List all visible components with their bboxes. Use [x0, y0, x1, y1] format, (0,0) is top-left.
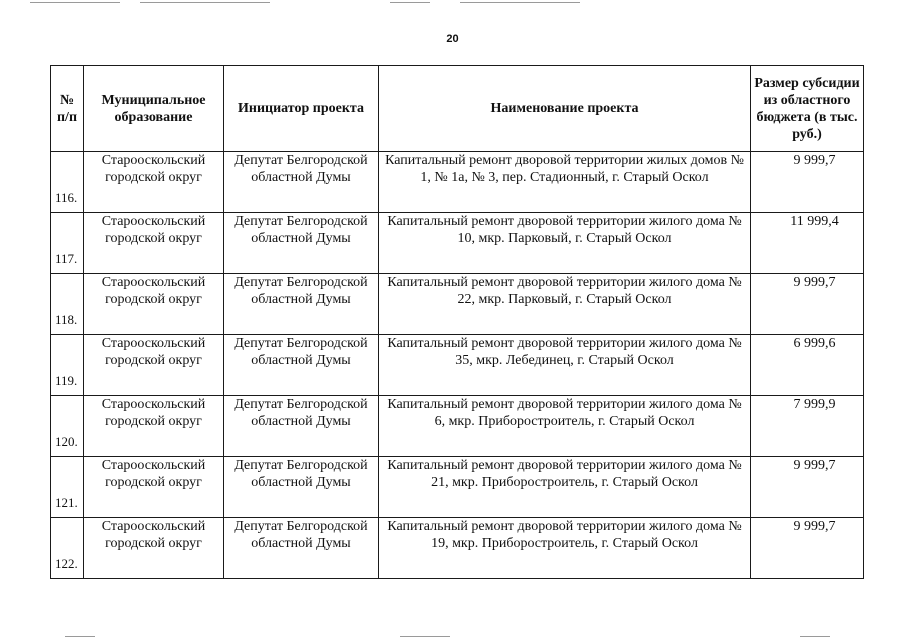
header-project: Наименование проекта: [379, 66, 751, 152]
scan-artifact-top: [140, 2, 270, 3]
table-row: [51, 457, 864, 518]
subsidy-cell: 9 999,7: [751, 518, 864, 579]
header-num: № п/п: [51, 66, 84, 152]
subsidy-cell: 11 999,4: [751, 213, 864, 274]
project-cell: Капитальный ремонт дворовой территории жилого дома № 35, мкр. Лебединец, г. Старый Оскол: [379, 335, 751, 396]
scan-artifact-bottom: [65, 636, 95, 637]
table-row: [51, 213, 864, 274]
row-number: 116.: [51, 152, 84, 213]
row-number: 121.: [51, 457, 84, 518]
municipality-cell: Старооскольский городской округ: [84, 518, 224, 579]
header-municipality: Муниципальное образование: [84, 66, 224, 152]
municipality-cell: Старооскольский городской округ: [84, 335, 224, 396]
row-number: 119.: [51, 335, 84, 396]
subsidy-cell: 9 999,7: [751, 457, 864, 518]
table-header-row: [51, 66, 864, 152]
scan-artifact-bottom: [800, 636, 830, 637]
page-number: 20: [446, 33, 459, 45]
table-row: [51, 152, 864, 213]
row-number: 118.: [51, 274, 84, 335]
header-initiator: Инициатор проекта: [224, 66, 379, 152]
table-row: [51, 335, 864, 396]
row-number: 117.: [51, 213, 84, 274]
project-cell: Капитальный ремонт дворовой территории жилого дома № 22, мкр. Парковый, г. Старый Оскол: [379, 274, 751, 335]
initiator-cell: Депутат Белгородской областной Думы: [224, 396, 379, 457]
municipality-cell: Старооскольский городской округ: [84, 213, 224, 274]
project-cell: Капитальный ремонт дворовой территории жилого дома № 19, мкр. Приборостроитель, г. Старый Оскол: [379, 518, 751, 579]
scan-artifact-bottom: [400, 636, 450, 637]
initiator-cell: Депутат Белгородской областной Думы: [224, 335, 379, 396]
subsidy-cell: 9 999,7: [751, 152, 864, 213]
initiator-cell: Депутат Белгородской областной Думы: [224, 518, 379, 579]
initiator-cell: Депутат Белгородской областной Думы: [224, 152, 379, 213]
row-number: 122.: [51, 518, 84, 579]
initiator-cell: Депутат Белгородской областной Думы: [224, 457, 379, 518]
project-cell: Капитальный ремонт дворовой территории жилого дома № 21, мкр. Приборостроитель, г. Старый Оскол: [379, 457, 751, 518]
scan-artifact-top: [30, 2, 120, 3]
initiator-cell: Депутат Белгородской областной Думы: [224, 213, 379, 274]
scan-artifact-top: [390, 2, 430, 3]
subsidy-cell: 7 999,9: [751, 396, 864, 457]
subsidy-cell: 9 999,7: [751, 274, 864, 335]
table-row: [51, 396, 864, 457]
row-number: 120.: [51, 396, 84, 457]
project-cell: Капитальный ремонт дворовой территории жилых домов № 1, № 1а, № 3, пер. Стадионный, г. Старый Оскол: [379, 152, 751, 213]
project-cell: Капитальный ремонт дворовой территории жилого дома № 10, мкр. Парковый, г. Старый Оскол: [379, 213, 751, 274]
table-row: [51, 518, 864, 579]
subsidy-table: [50, 65, 864, 579]
municipality-cell: Старооскольский городской округ: [84, 274, 224, 335]
municipality-cell: Старооскольский городской округ: [84, 457, 224, 518]
municipality-cell: Старооскольский городской округ: [84, 396, 224, 457]
scan-artifact-top: [460, 2, 580, 3]
table-row: [51, 274, 864, 335]
initiator-cell: Депутат Белгородской областной Думы: [224, 274, 379, 335]
header-subsidy: Размер субсидии из областного бюджета (в тыс. руб.): [751, 66, 864, 152]
project-cell: Капитальный ремонт дворовой территории жилого дома № 6, мкр. Приборостроитель, г. Старый Оскол: [379, 396, 751, 457]
municipality-cell: Старооскольский городской округ: [84, 152, 224, 213]
subsidy-cell: 6 999,6: [751, 335, 864, 396]
